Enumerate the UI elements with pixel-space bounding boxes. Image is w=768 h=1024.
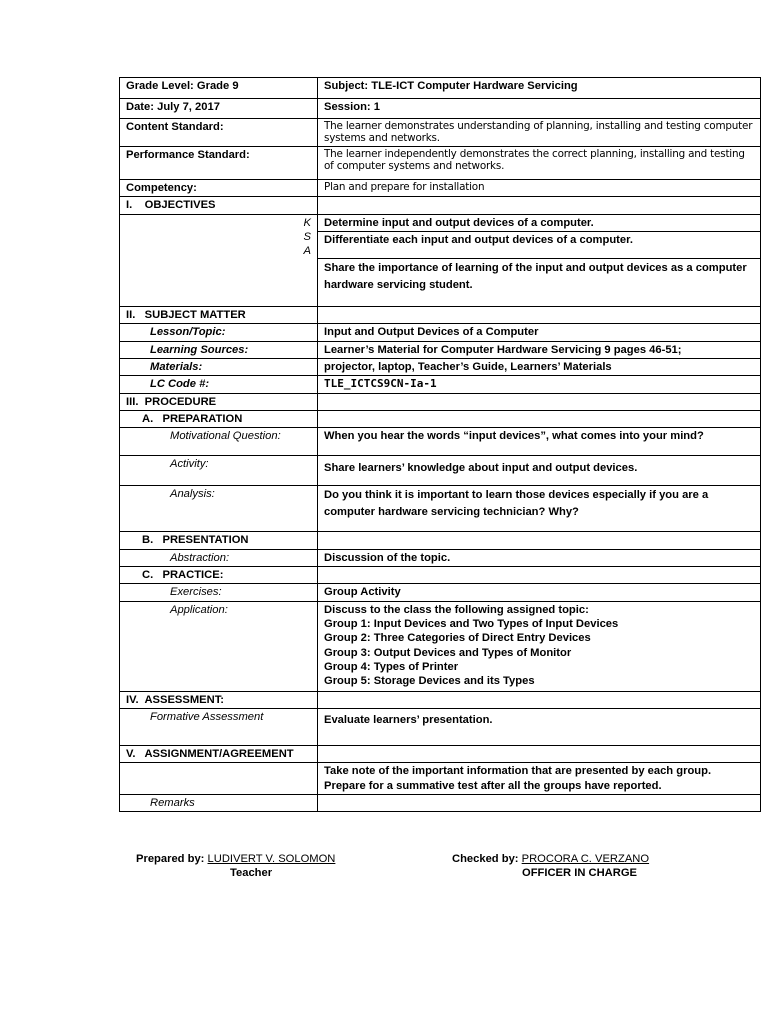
lc-code-value: TLE_ICTCS9CN-Ia-1 [318,376,761,393]
empty-cell [318,794,761,811]
materials-value: projector, laptop, Teacher’s Guide, Learners’ Materials [318,358,761,375]
empty-cell [318,745,761,762]
learning-sources-label: Learning Sources: [120,341,318,358]
checked-by-block [452,852,649,881]
attitude-marker: A [303,244,311,257]
table-row [120,78,761,99]
table-row [120,180,761,197]
motivational-question-value: When you hear the words “input devices”, what comes into your mind? [318,428,761,456]
date-value: July 7, 2017 [157,101,220,113]
application-line: Group 2: Three Categories of Direct Entry Devices [324,632,591,645]
checked-by-name: PROCORA C. VERZANO [521,853,650,865]
table-row [120,306,761,323]
subject-cell [318,78,761,99]
empty-cell [318,691,761,708]
date-label: Date: [126,101,154,113]
motivational-question-label: Motivational Question: [120,428,318,456]
table-row [120,99,761,119]
competency-text: Plan and prepare for installation [318,180,761,197]
formative-assessment-value: Evaluate learners’ presentation. [318,708,761,745]
table-row [120,601,761,691]
application-line: Group 5: Storage Devices and its Types [324,675,535,688]
table-row [120,794,761,811]
abstraction-value: Discussion of the topic. [318,549,761,566]
exercises-label: Exercises: [120,584,318,601]
table-row [120,214,761,231]
table-row [120,341,761,358]
attitude-objective: Share the importance of learning of the input and output devices as a computer hardware servicing student. [318,258,761,306]
ksa-cell [120,214,318,306]
grade-value: Grade 9 [196,80,239,92]
prepared-by-name: LUDIVERT V. SOLOMON [207,853,336,865]
subject-value: TLE-ICT Computer Hardware Servicing [371,80,578,92]
remarks-label: Remarks [120,794,318,811]
analysis-label: Analysis: [120,486,318,532]
table-row [120,708,761,745]
subject-label: Subject: [324,80,369,92]
activity-label: Activity: [120,456,318,486]
presentation-heading: B. PRESENTATION [120,532,318,549]
empty-cell [318,532,761,549]
procedure-heading: III. PROCEDURE [120,393,318,410]
knowledge-objective: Determine input and output devices of a computer. [318,214,761,231]
application-label: Application: [120,601,318,691]
skill-marker: S [303,230,311,243]
table-row [120,566,761,583]
performance-standard-label: Performance Standard: [120,147,318,180]
prepared-by-block [136,852,335,881]
checked-by-role: OFFICER IN CHARGE [522,867,637,880]
table-row [120,358,761,375]
objectives-heading: I. OBJECTIVES [120,197,318,214]
lesson-plan-table [119,77,761,812]
abstraction-label: Abstraction: [120,549,318,566]
application-line: Discuss to the class the following assigned topic: [324,603,589,616]
assignment-line: Prepare for a summative test after all the groups have reported. [324,779,662,792]
session-cell [318,99,761,119]
lc-code-label: LC Code #: [120,376,318,393]
content-standard-label: Content Standard: [120,119,318,147]
table-row [120,456,761,486]
application-line: Group 3: Output Devices and Types of Monitor [324,646,572,659]
table-row [120,147,761,180]
table-row [120,745,761,762]
application-value [318,601,761,691]
table-row [120,428,761,456]
analysis-value: Do you think it is important to learn those devices especially if you are a computer hardware servicing technician? Why? [318,486,761,532]
session-value: 1 [373,101,380,113]
competency-label: Competency: [120,180,318,197]
content-standard-text: The learner demonstrates understanding of planning, installing and testing computer systems and networks. [318,119,761,147]
formative-assessment-label: Formative Assessment [120,708,318,745]
table-row [120,393,761,410]
table-row [120,486,761,532]
empty-cell [318,393,761,410]
subject-matter-heading: II. SUBJECT MATTER [120,306,318,323]
assignment-heading: V. ASSIGNMENT/AGREEMENT [120,745,318,762]
assignment-line: Take note of the important information that are presented by each group. [324,765,712,778]
table-row [120,691,761,708]
lesson-topic-label: Lesson/Topic: [120,324,318,341]
empty-cell [318,566,761,583]
grade-level-cell [120,78,318,99]
assignment-value [318,763,761,795]
exercises-value: Group Activity [318,584,761,601]
table-row [120,410,761,427]
prepared-by-label: Prepared by: [136,853,205,865]
date-cell [120,99,318,119]
performance-standard-text: The learner independently demonstrates the correct planning, installing and testing of computer systems and networks. [318,147,761,180]
assessment-heading: IV. ASSESSMENT: [120,691,318,708]
preparation-heading: A. PREPARATION [120,410,318,427]
table-row [120,549,761,566]
checked-by-label: Checked by: [452,853,519,865]
materials-label: Materials: [120,358,318,375]
learning-sources-value: Learner’s Material for Computer Hardware Servicing 9 pages 46-51; [318,341,761,358]
application-line: Group 1: Input Devices and Two Types of Input Devices [324,617,619,630]
table-row [120,532,761,549]
table-row [120,584,761,601]
empty-cell [318,197,761,214]
table-row [120,197,761,214]
session-label: Session: [324,101,371,113]
empty-cell [318,410,761,427]
skill-objective: Differentiate each input and output devices of a computer. [318,231,761,258]
table-row [120,763,761,795]
application-line: Group 4: Types of Printer [324,660,459,673]
empty-cell [318,306,761,323]
table-row [120,119,761,147]
knowledge-marker: K [303,216,311,229]
prepared-by-role: Teacher [230,867,273,880]
grade-label: Grade Level: [126,80,194,92]
activity-value: Share learners’ knowledge about input and output devices. [318,456,761,486]
table-row [120,324,761,341]
table-row [120,376,761,393]
empty-cell [120,763,318,795]
lesson-topic-value: Input and Output Devices of a Computer [318,324,761,341]
practice-heading: C. PRACTICE: [120,566,318,583]
